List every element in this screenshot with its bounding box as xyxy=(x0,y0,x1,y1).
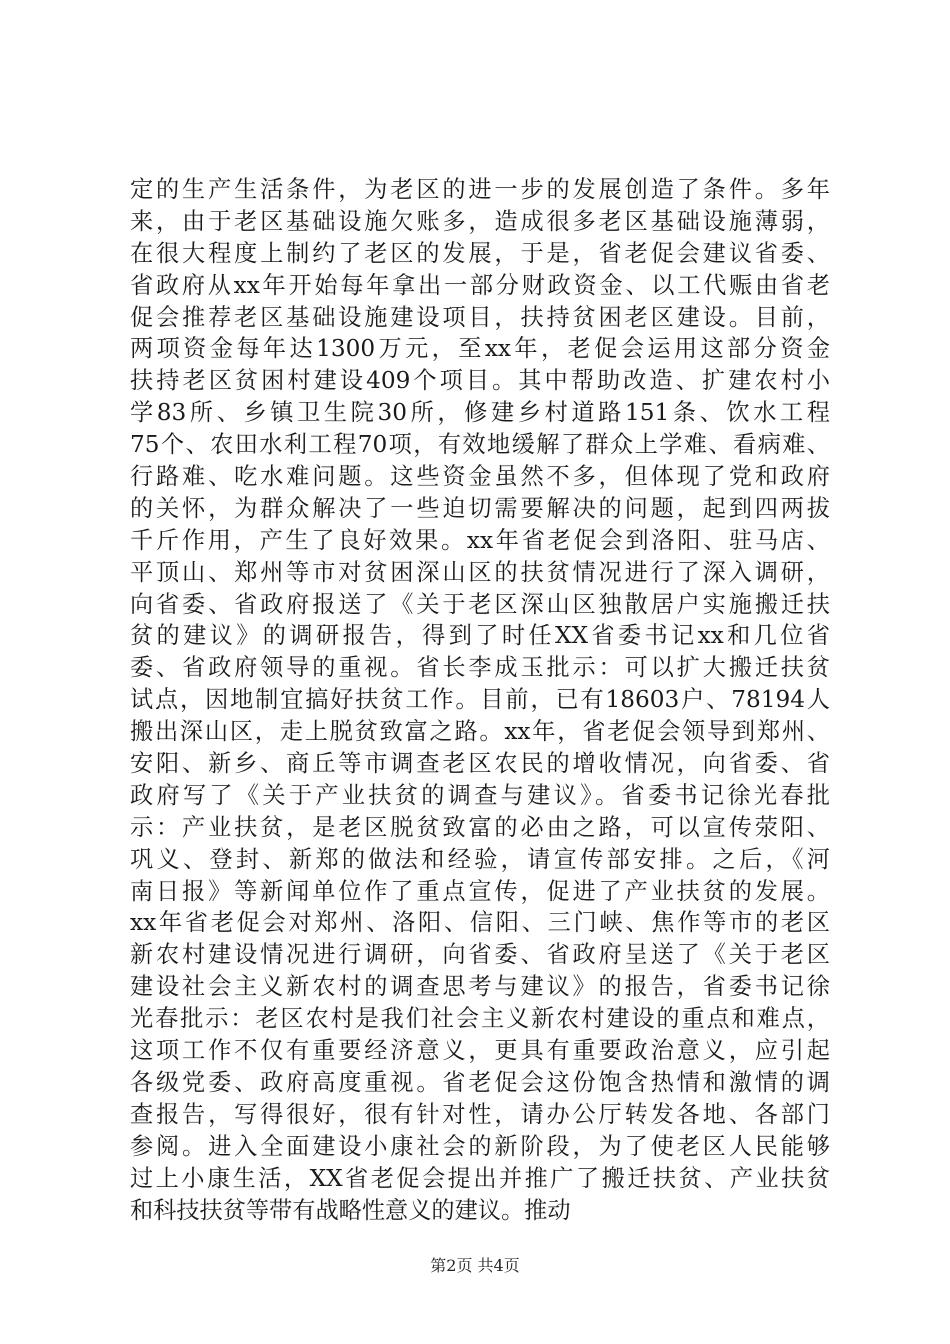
text-line: 政府写了《关于产业扶贫的调查与建议》。省委书记徐光春批 xyxy=(130,781,830,809)
text-line: 贫的建议》的调研报告，得到了时任XX省委书记xx和几位省 xyxy=(130,622,830,650)
text-line: 和科技扶贫等带有战略性意义的建议。推动 xyxy=(130,1196,571,1224)
text-line: 安阳、新乡、商丘等市调查老区农民的增收情况，向省委、省 xyxy=(130,750,830,778)
text-line: 促会推荐老区基础设施建设项目，扶持贫困老区建设。目前， xyxy=(130,303,830,331)
text-line: 这项工作不仅有重要经济意义，更具有重要政治意义，应引起 xyxy=(130,1037,830,1065)
text-line: 在很大程度上制约了老区的发展，于是，省老促会建议省委、 xyxy=(130,239,830,267)
text-line: 过上小康生活，XX省老促会提出并推广了搬迁扶贫、产业扶贫 xyxy=(130,1164,830,1192)
text-line: 的关怀，为群众解决了一些迫切需要解决的问题，起到四两拔 xyxy=(130,494,830,522)
text-line: 建设社会主义新农村的调查思考与建议》的报告，省委书记徐 xyxy=(130,973,830,1001)
text-line: 光春批示：老区农村是我们社会主义新农村建设的重点和难点， xyxy=(130,1005,830,1033)
page-number: 第2页 共4页 xyxy=(430,1256,520,1275)
text-line: 平顶山、郑州等市对贫困深山区的扶贫情况进行了深入调研， xyxy=(130,558,830,586)
text-line: 搬出深山区，走上脱贫致富之路。xx年，省老促会领导到郑州、 xyxy=(130,718,830,746)
text-line: 试点，因地制宜搞好扶贫工作。目前，已有18603户、78194人 xyxy=(130,686,830,714)
text-line: 行路难、吃水难问题。这些资金虽然不多，但体现了党和政府 xyxy=(130,463,830,491)
text-line: 两项资金每年达1300万元，至xx年，老促会运用这部分资金 xyxy=(130,335,830,363)
text-line: 新农村建设情况进行调研，向省委、省政府呈送了《关于老区 xyxy=(130,941,830,969)
text-line: 示：产业扶贫，是老区脱贫致富的必由之路，可以宣传荥阳、 xyxy=(130,813,830,841)
text-line: 各级党委、政府高度重视。省老促会这份饱含热情和激情的调 xyxy=(130,1068,830,1096)
text-line: 千斤作用，产生了良好效果。xx年省老促会到洛阳、驻马店、 xyxy=(130,526,830,554)
text-line: 扶持老区贫困村建设409个项目。其中帮助改造、扩建农村小 xyxy=(130,367,830,395)
text-line: 委、省政府领导的重视。省长李成玉批示：可以扩大搬迁扶贫 xyxy=(130,654,830,682)
text-line: 参阅。进入全面建设小康社会的新阶段，为了使老区人民能够 xyxy=(130,1132,830,1160)
text-line: 查报告，写得很好，很有针对性，请办公厅转发各地、各部门 xyxy=(130,1100,830,1128)
text-line: 南日报》等新闻单位作了重点宣传，促进了产业扶贫的发展。 xyxy=(130,877,830,905)
text-line: 省政府从xx年开始每年拿出一部分财政资金、以工代赈由省老 xyxy=(130,271,830,299)
text-line: xx年省老促会对郑州、洛阳、信阳、三门峡、焦作等市的老区 xyxy=(130,909,830,937)
text-line: 学83所、乡镇卫生院30所，修建乡村道路151条、饮水工程 xyxy=(130,399,830,427)
body-text xyxy=(130,174,830,1226)
text-line: 巩义、登封、新郑的做法和经验，请宣传部安排。之后，《河 xyxy=(130,845,830,873)
text-line: 向省委、省政府报送了《关于老区深山区独散居户实施搬迁扶 xyxy=(130,590,830,618)
text-line: 75个、农田水利工程70项，有效地缓解了群众上学难、看病难、 xyxy=(130,431,830,459)
text-line: 来，由于老区基础设施欠账多，造成很多老区基础设施薄弱， xyxy=(130,207,830,235)
text-line: 定的生产生活条件，为老区的进一步的发展创造了条件。多年 xyxy=(130,176,830,203)
